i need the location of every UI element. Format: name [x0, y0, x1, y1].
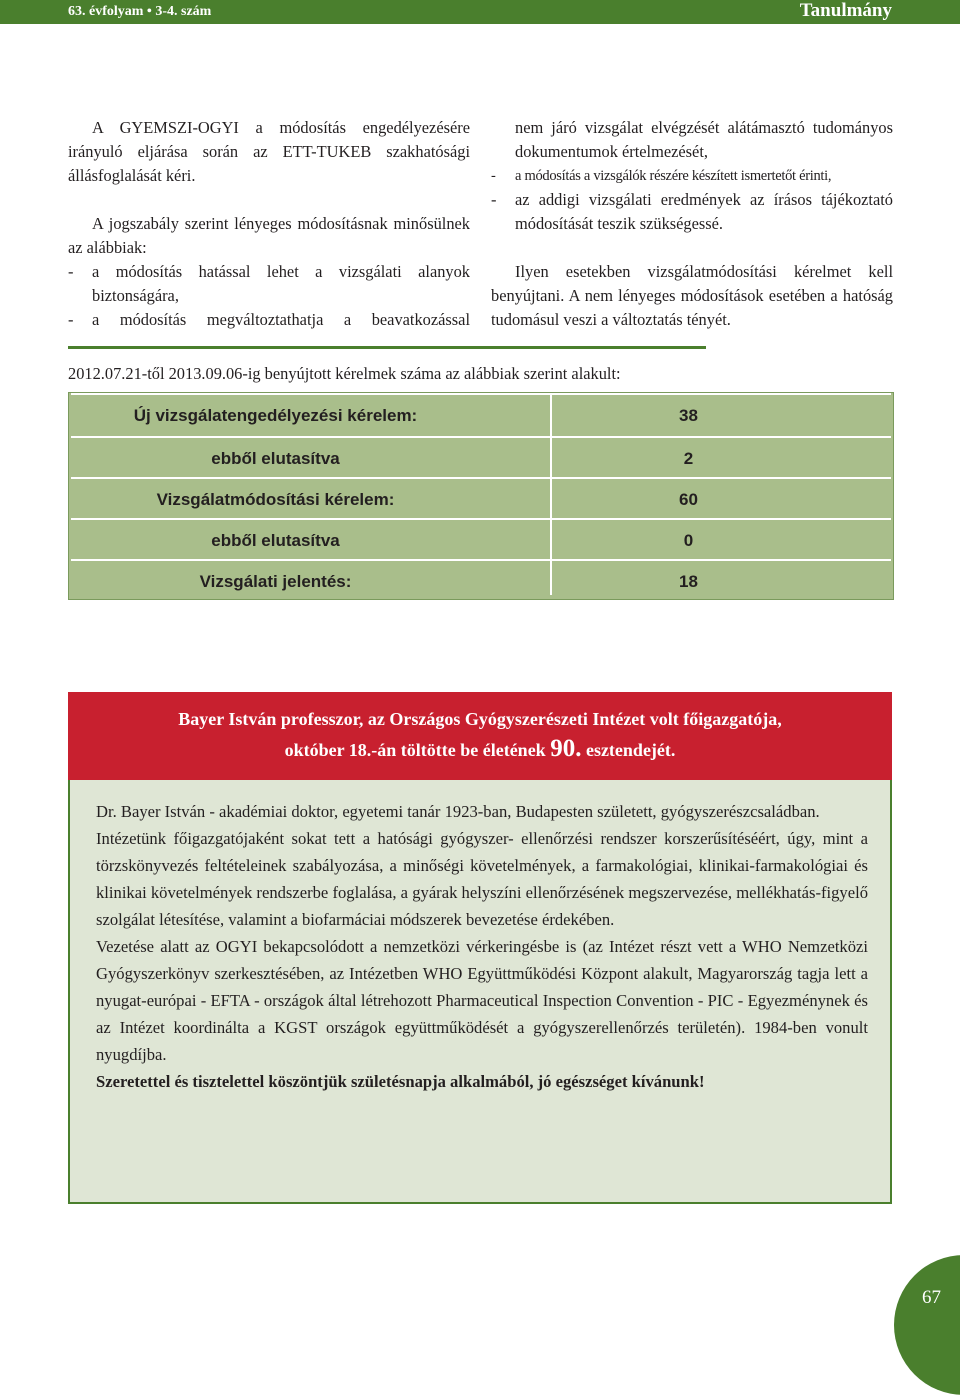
page-corner-decoration [894, 1255, 960, 1395]
page-number: 67 [922, 1287, 941, 1308]
list-item-text: a módosítás megváltoztathatja a beavatkozással [92, 310, 470, 329]
right-column [491, 116, 893, 332]
stats-table [68, 392, 894, 600]
bio-paragraph-3: Vezetése alatt az OGYI bekapcsolódott a nemzetközi vérkeringésbe is (az Intézet részt vett a WHO Nemzetközi Gyógyszerkönyv szerkesztésében, az Intézetben WHO Együttműködési Központ alakult, Magyarország tagja lett a nyugat-európai - EFTA - országok által létrehozott Pharmaceutical Inspection Convention - PIC - Egyezménynek és az Intézet koordinálta a KGST országok együttműködését a gyógyszerellenőrzés területén). 1984-ben vonult nyugdíjba. [96, 937, 868, 1064]
biography-box [68, 780, 892, 1204]
left-paragraph-1: A GYEMSZI-OGYI a módosítás engedélyezésére irányuló eljárása során az ETT-TUKEB szakhatósági állásfoglalását kéri. [68, 118, 470, 185]
right-paragraph-2: Ilyen esetekben vizsgálatmódosítási kérelmet kell benyújtani. A nem lényeges módosítások esetében a hatóság tudomásul veszi a változtatás tényét. [491, 262, 893, 329]
banner-age-number: 90. [550, 735, 582, 762]
bio-closing: Szeretettel és tisztelettel köszöntjük születésnapja alkalmából, jó egészséget kívánunk! [96, 1072, 705, 1091]
row-label: Új vizsgálatengedélyezési kérelem: [133, 406, 418, 425]
row-label: ebből elutasítva [211, 531, 340, 550]
row-label: ebből elutasítva [211, 449, 340, 468]
biography-text [96, 798, 868, 1095]
table-row [69, 520, 893, 561]
bio-paragraph-1: Dr. Bayer István - akadémiai doktor, egyetemi tanár 1923-ban, Budapesten született, gyógyszerészcsaládban. [96, 802, 820, 821]
section-divider [68, 346, 706, 349]
left-column [68, 116, 470, 332]
row-value: 18 [679, 572, 698, 591]
bio-paragraph-2: Intézetünk főigazgatójaként sokat tett a hatósági gyógyszer- ellenőrzési rendszer korszerűsítéséért, úgy, mint a törzskönyvezés feltételeinek szabályozása, a minőségi követelmények, a farmakológiai, klinikai-farmakológiai és klinikai követelmények rendszerbe foglalása, a gyárak helyszíni ellenőrzésének megszervezése, mellékhatás-figyelő szolgálat létesítése, valamint a biofarmáciai módszerek bevezetése érdekében. [96, 829, 868, 929]
section-title: Tanulmány [799, 0, 892, 21]
list-item-text: a módosítás hatással lehet a vizsgálati alanyok biztonságára, [92, 262, 470, 305]
right-continuation: nem járó vizsgálat elvégzését alátámasztó tudományos dokumentumok értelmezését, [515, 118, 893, 161]
stats-summary: 2012.07.21-től 2013.09.06-ig benyújtott kérelmek száma az alábbiak szerint alakult: [68, 364, 621, 383]
banner-line-2-post: esztendejét. [585, 740, 676, 760]
row-value: 60 [679, 490, 698, 509]
table-row [69, 561, 893, 602]
issue-label: 63. évfolyam • 3-4. szám [68, 4, 212, 19]
row-value: 0 [683, 531, 694, 550]
header-bar [0, 0, 960, 24]
table-row [69, 395, 893, 436]
banner-line-1: Bayer István professzor, az Országos Gyógyszerészeti Intézet volt főigazgatója, [178, 709, 782, 729]
list-item: - a módosítás hatással lehet a vizsgálati alanyok biztonságára, [68, 260, 470, 308]
list-item-text: az addigi vizsgálati eredmények az írásos tájékoztató módosítását teszik szükségessé. [515, 190, 893, 233]
row-label: Vizsgálati jelentés: [199, 572, 352, 591]
list-item: - a módosítás megváltoztathatja a beavatkozással [68, 308, 470, 332]
left-paragraph-2: A jogszabály szerint lényeges módosításnak minősülnek az alábbiak: [68, 214, 470, 257]
row-value: 2 [683, 449, 694, 468]
birthday-banner [68, 692, 892, 780]
banner-line-2-pre: október 18.-án töltötte be életének [284, 740, 546, 760]
row-label: Vizsgálatmódosítási kérelem: [156, 490, 395, 509]
list-item-text: a módosítás a vizsgálók részére készített ismertetőt érinti, [515, 168, 832, 184]
list-item: - a módosítás a vizsgálók részére készített ismertetőt érinti, [491, 164, 893, 188]
list-item: - az addigi vizsgálati eredmények az írásos tájékoztató módosítását teszik szükségessé. [491, 188, 893, 236]
table-row [69, 479, 893, 520]
banner-line-2 [68, 736, 892, 763]
row-value: 38 [679, 406, 698, 425]
table-row [69, 438, 893, 479]
